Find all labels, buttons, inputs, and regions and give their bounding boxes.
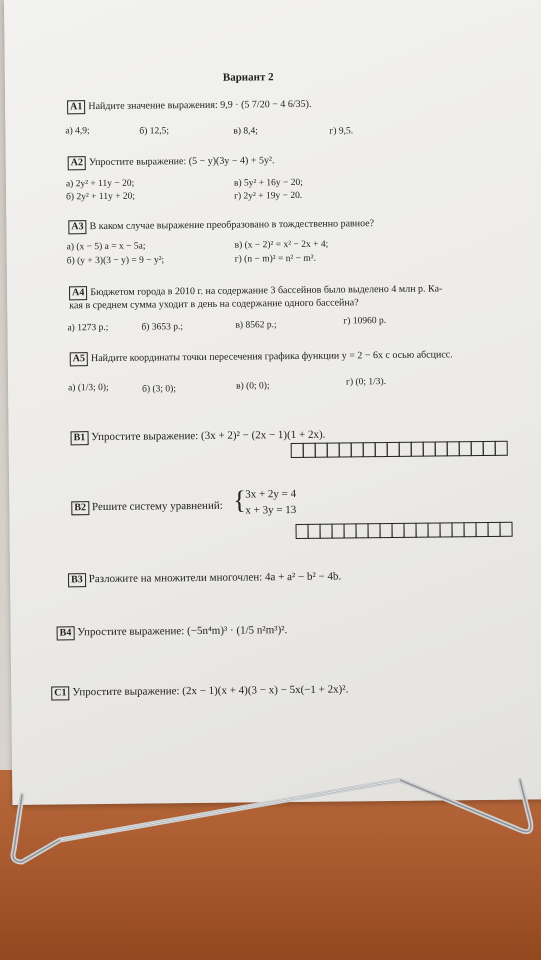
task-a1-option-a: а) 4,9; <box>65 126 90 137</box>
task-a4-badge: А4 <box>69 286 87 300</box>
task-a3-option-b: б) (y + 3)(3 − y) = 9 − y²; <box>66 255 165 267</box>
task-c1 <box>51 683 348 700</box>
task-a1 <box>67 98 311 115</box>
task-a3 <box>68 217 374 234</box>
task-a1-option-c: в) 8,4; <box>233 126 258 137</box>
task-a1-badge: А1 <box>67 100 85 114</box>
task-a4-option-d: г) 10960 р. <box>343 316 387 327</box>
task-a4-option-c: в) 8562 р.; <box>235 320 277 331</box>
task-a4-option-a: а) 1273 р.; <box>67 322 109 334</box>
task-a2-option-c: в) 5y² + 16y − 20; <box>233 177 303 189</box>
task-b3 <box>68 571 341 588</box>
task-b3-badge: В3 <box>68 573 86 587</box>
task-b2-badge: В2 <box>71 501 89 515</box>
task-a1-option-d: г) 9,5. <box>329 126 354 137</box>
task-b1-text: Упростите выражение: (3x + 2)² − (2x − 1)(1 + 2x). <box>91 428 326 444</box>
task-a1-text: Найдите значение выражения: 9,9 · (5 7/20 − 4 6/35). <box>88 98 312 113</box>
task-b4-badge: В4 <box>57 626 75 640</box>
task-a2-text: Упростите выражение: (5 − y)(3y − 4) + 5y². <box>88 155 275 169</box>
task-a1-option-b: б) 12,5; <box>139 126 170 137</box>
task-a5-option-d: г) (0; 1/3). <box>345 377 387 388</box>
task-a2-option-b: б) 2y² + 11y + 20; <box>66 191 136 203</box>
task-a5-option-b: б) (3; 0); <box>142 384 176 395</box>
task-b1-answer-boxes <box>291 441 507 458</box>
task-b2-equation-1: 3x + 2y = 4 <box>245 487 297 501</box>
task-a4-option-b: б) 3653 р.; <box>141 322 184 333</box>
page-title: Вариант 2 <box>222 71 274 84</box>
task-c1-text: Упростите выражение: (2x − 1)(x + 4)(3 − x) − 5x(−1 + 2x)². <box>72 683 349 699</box>
task-a2-option-d: г) 2y² + 19y − 20. <box>234 190 303 202</box>
task-a3-option-a: а) (x − 5) a = x − 5a; <box>66 241 146 253</box>
task-b2-equation-2: x + 3y = 13 <box>245 503 297 517</box>
task-a3-option-c: в) (x − 2)² = x² − 2x + 4; <box>234 239 329 251</box>
task-a4-text-line1: Бюджетом города в 2010 г. на содержание 3 бассейнов было выделено 4 млн р. Ка- <box>90 283 443 299</box>
task-a4-text-line2: кая в среднем сумма уходит в день на содержание одного бассейна? <box>69 297 359 312</box>
task-a5-text: Найдите координаты точки пересечения графика функции y = 2 − 6x с осью абсцисс. <box>90 349 453 365</box>
task-a2-badge: А2 <box>68 156 86 170</box>
task-b2-text: Решите систему уравнений: <box>91 499 223 514</box>
task-c1-badge: С1 <box>51 686 69 700</box>
test-sheet <box>4 0 541 805</box>
task-b2-answer-boxes <box>296 522 512 539</box>
task-a5-option-a: а) (1/3; 0); <box>68 382 109 394</box>
task-a2-option-a: а) 2y² + 11y − 20; <box>65 178 135 190</box>
task-a3-badge: А3 <box>68 220 86 234</box>
task-b1 <box>71 429 326 446</box>
task-b3-text: Разложите на множители многочлен: 4a + a² − b² − 4b. <box>88 570 342 586</box>
task-b2-brace: { <box>233 485 246 515</box>
task-b4-text: Упростите выражение: (−5n⁴m)³ · (1/5 n²m³)². <box>77 624 288 639</box>
task-b4 <box>57 624 288 640</box>
task-b1-badge: В1 <box>71 431 89 445</box>
task-a5-badge: А5 <box>70 352 88 366</box>
task-a5-option-c: в) (0; 0); <box>236 381 270 392</box>
task-b2 <box>71 500 223 516</box>
task-a2 <box>68 154 275 170</box>
task-a3-text: В каком случае выражение преобразовано в тождественно равное? <box>89 218 375 233</box>
task-a3-option-d: г) (n − m)² = n² − m². <box>234 253 317 265</box>
metal-paper-stand <box>0 770 541 960</box>
task-a5 <box>70 348 453 366</box>
